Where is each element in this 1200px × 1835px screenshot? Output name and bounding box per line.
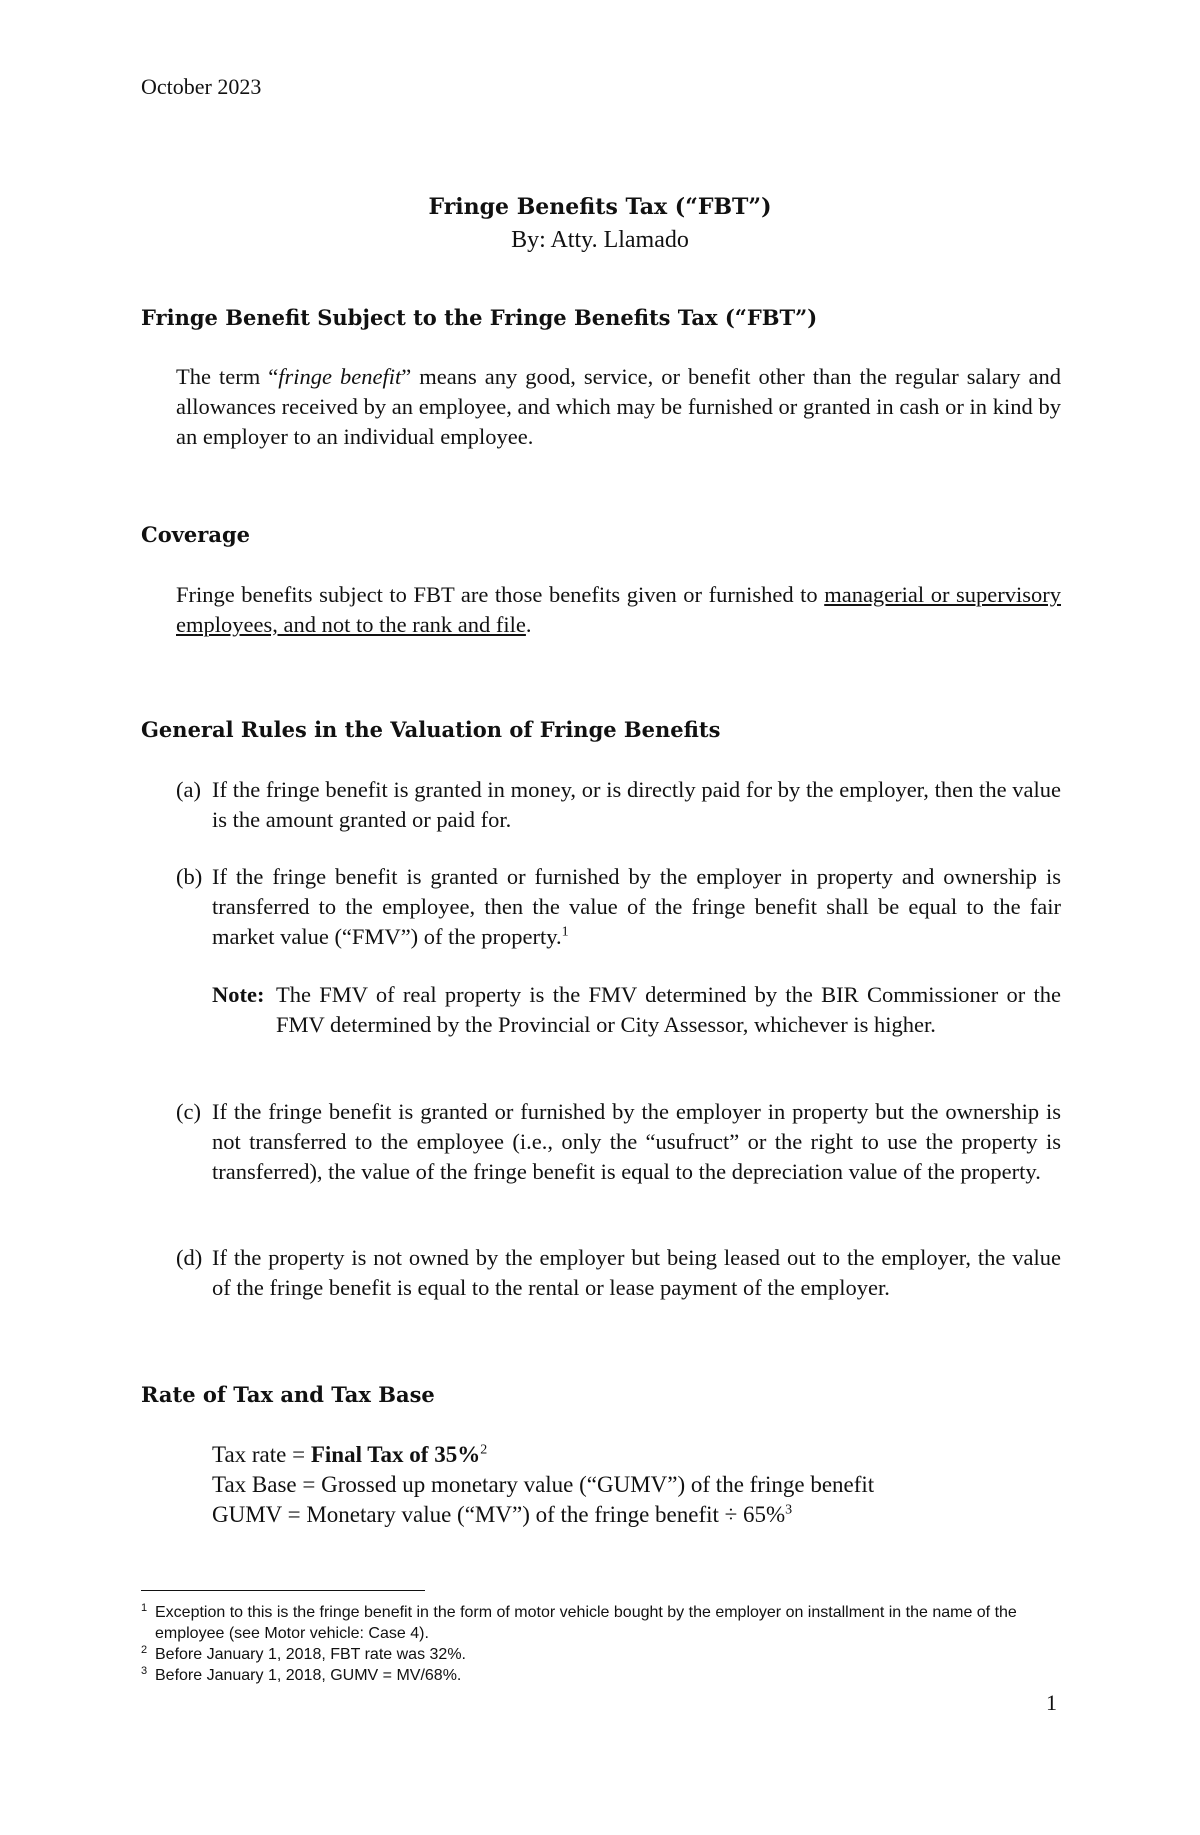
coverage-underlined: managerial or supervisory employees, and not to the rank and file xyxy=(176,582,1061,637)
rule-text-c: If the fringe benefit is granted or furnished by the employer in property but the ownership is not transferred to the employee (i.e., only the “usufruct” or the right to use the property is transferred), the value of the fringe benefit is equal to the depreciation value of the property. xyxy=(212,1099,1061,1184)
footnote-divider xyxy=(141,1590,425,1591)
footnote-text: Before January 1, 2018, FBT rate was 32%. xyxy=(155,1646,466,1663)
rule-item-a xyxy=(176,775,1061,835)
tax-base-line: Tax Base = Grossed up monetary value (“GUMV”) of the fringe benefit xyxy=(212,1472,875,1497)
gumv-line xyxy=(212,1500,1061,1530)
definition-start: The term “ xyxy=(176,364,279,389)
footnote-number: 2 xyxy=(141,1644,148,1656)
footnote-text: Before January 1, 2018, GUMV = MV/68%. xyxy=(155,1667,462,1684)
coverage-paragraph xyxy=(176,580,1061,640)
footnote-ref-2: 2 xyxy=(480,1442,488,1458)
page-number: 1 xyxy=(1046,1690,1057,1715)
footnotes xyxy=(141,1602,1066,1686)
footnote-ref-3: 3 xyxy=(785,1502,793,1518)
author-byline: By: Atty. Llamado xyxy=(511,227,689,253)
footnote-1 xyxy=(141,1602,1066,1644)
fringe-benefit-definition xyxy=(176,362,1061,452)
title-block xyxy=(0,190,1200,256)
section-heading-rate-of-tax: Rate of Tax and Tax Base xyxy=(141,1382,435,1407)
rule-text-b: If the fringe benefit is granted or furnished by the employer in property and ownership is transferred to the employee, then the value of the fringe benefit shall be equal to the fair market value (“FMV”) of the property. xyxy=(212,864,1061,949)
footnote-2 xyxy=(141,1644,1066,1665)
note-label: Note: xyxy=(212,982,265,1007)
rule-label-b: (b) xyxy=(176,864,203,889)
rule-item-c xyxy=(176,1097,1061,1187)
footnote-number: 1 xyxy=(141,1602,148,1614)
definition-rest: ” means any good, service, or benefit other than the regular salary and allowances received by an employee, and which may be furnished or granted in cash or in kind by an employer to an individual employee. xyxy=(176,364,1061,449)
footnote-3 xyxy=(141,1665,1066,1686)
note-text-wrap xyxy=(212,980,1061,1040)
document-title: Fringe Benefits Tax (“FBT”) xyxy=(428,194,772,220)
section-heading-coverage: Coverage xyxy=(141,522,250,547)
rule-text-b-wrap xyxy=(212,862,1061,952)
rule-item-b xyxy=(176,862,1061,952)
document-date: October 2023 xyxy=(141,74,262,99)
valuation-note xyxy=(212,980,1061,1040)
footnote-text: Exception to this is the fringe benefit in the form of motor vehicle bought by the employer on installment in the name of the employee (see Motor vehicle: Case 4). xyxy=(155,1604,1017,1642)
rule-text-d: If the property is not owned by the employer but being leased out to the employer, the value of the fringe benefit is equal to the rental or lease payment of the employer. xyxy=(212,1245,1061,1300)
coverage-start: Fringe benefits subject to FBT are those benefits given or furnished to xyxy=(176,582,825,607)
coverage-end: . xyxy=(525,612,532,637)
note-text: The FMV of real property is the FMV determined by the BIR Commissioner or the FMV determined by the Provincial or City Assessor, whichever is higher. xyxy=(276,982,1061,1037)
rule-label-d: (d) xyxy=(176,1245,203,1270)
section-heading-valuation-rules: General Rules in the Valuation of Fringe Benefits xyxy=(141,717,721,742)
tax-rate-line xyxy=(212,1440,1061,1470)
rule-text-a: If the fringe benefit is granted in money, or is directly paid for by the employer, then the value is the amount granted or paid for. xyxy=(212,777,1061,832)
section-heading-fringe-benefit: Fringe Benefit Subject to the Fringe Benefits Tax (“FBT”) xyxy=(141,305,818,330)
tax-rate-value: Final Tax of 35% xyxy=(310,1442,481,1467)
footnote-number: 3 xyxy=(141,1665,148,1677)
tax-rate-start: Tax rate = xyxy=(212,1442,311,1467)
gumv-text: GUMV = Monetary value (“MV”) of the fringe benefit ÷ 65% xyxy=(212,1502,786,1527)
rate-and-base-block xyxy=(212,1440,1061,1530)
rule-label-c: (c) xyxy=(176,1099,201,1124)
definition-term: fringe benefit xyxy=(278,364,402,389)
footnote-ref-1: 1 xyxy=(561,924,569,940)
rule-label-a: (a) xyxy=(176,777,201,802)
rule-item-d xyxy=(176,1243,1061,1303)
